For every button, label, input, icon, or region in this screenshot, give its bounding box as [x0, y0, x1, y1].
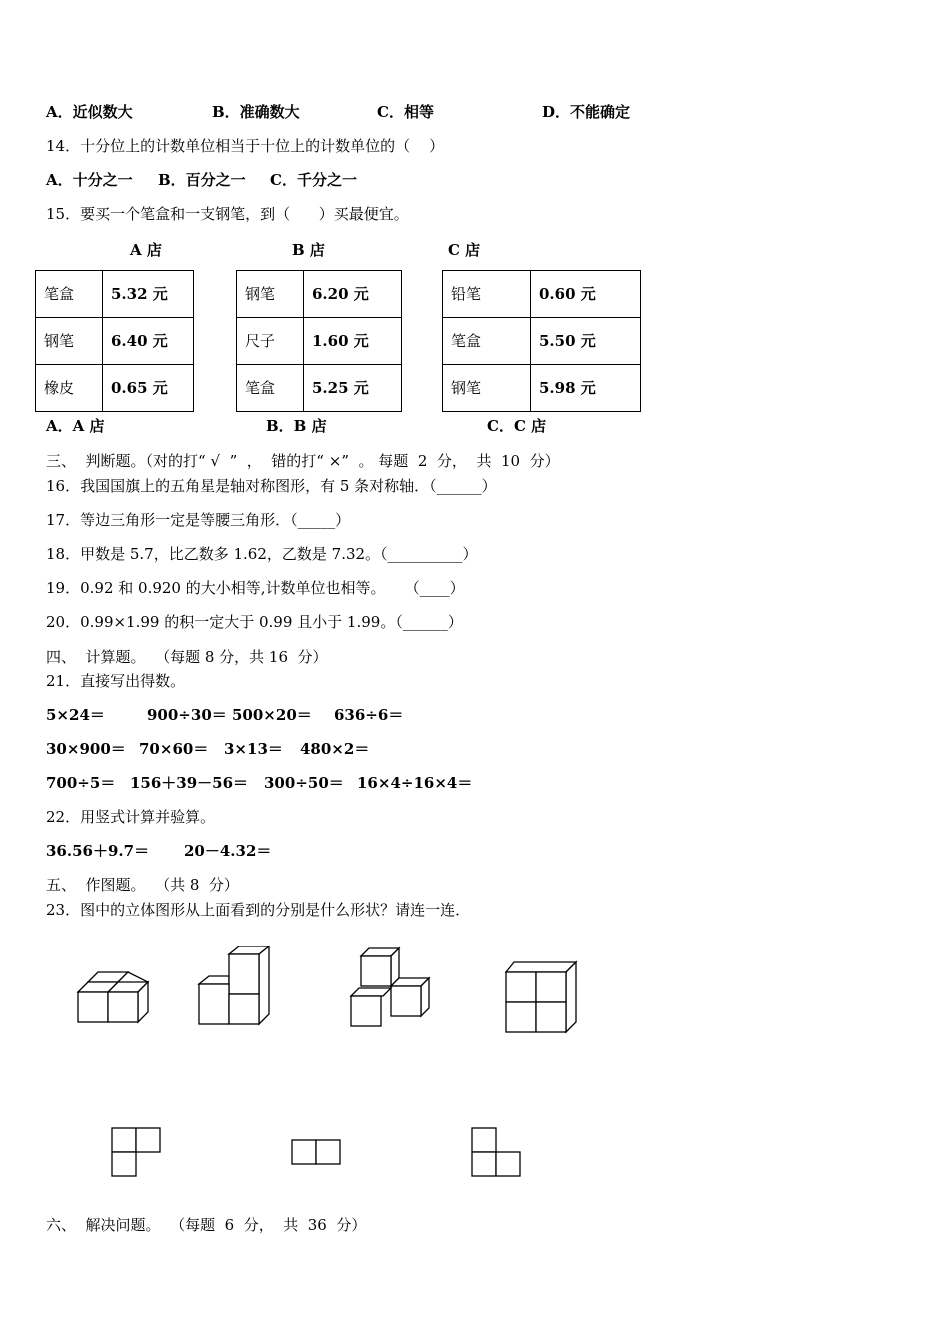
- shop-c-price: 5.98 元: [531, 365, 641, 412]
- shop-b-price: 5.25 元: [304, 365, 402, 412]
- shop-b-item: 尺子: [237, 318, 304, 365]
- q14-option-c[interactable]: C．千分之一: [270, 171, 357, 189]
- calc-item: 700÷5＝: [46, 774, 116, 792]
- q15-text: 15．要买一个笔盒和一支钢笔，到（ ）买最便宜。: [46, 205, 409, 223]
- calc-item: 156＋39－56＝: [130, 774, 249, 792]
- q13-option-a[interactable]: A．近似数大: [46, 103, 133, 121]
- shop-a-price: 5.32 元: [103, 271, 194, 318]
- q15-option-b[interactable]: B．B 店: [266, 417, 327, 435]
- q17-text: 17．等边三角形一定是等腰三角形．（_____）: [46, 511, 351, 529]
- shop-a-item: 笔盒: [36, 271, 103, 318]
- q15-option-a[interactable]: A．A 店: [46, 417, 105, 435]
- shop-c-title: C 店: [448, 241, 481, 259]
- q23-text: 23．图中的立体图形从上面看到的分别是什么形状？请连一连．: [46, 901, 471, 919]
- shop-c-item: 铅笔: [443, 271, 531, 318]
- calc-item: 70×60＝: [139, 740, 209, 758]
- q15-option-c[interactable]: C．C 店: [487, 417, 547, 435]
- solid-figure-2[interactable]: [192, 946, 282, 1030]
- calc-item: 30×900＝: [46, 740, 126, 758]
- shop-c-item: 钢笔: [443, 365, 531, 412]
- shop-a-price: 6.40 元: [103, 318, 194, 365]
- q21-text: 21．直接写出得数。: [46, 672, 186, 690]
- top-view-2[interactable]: [290, 1138, 346, 1168]
- section6-heading: 六、 解决问题。 （每题 6 分， 共 36 分）: [46, 1216, 367, 1234]
- shop-b-title: B 店: [292, 241, 325, 259]
- calc-item: 20－4.32＝: [184, 842, 272, 860]
- shop-c-item: 笔盒: [443, 318, 531, 365]
- calc-item: 16×4÷16×4＝: [357, 774, 473, 792]
- shop-b-table: [236, 270, 402, 412]
- shop-b-item: 笔盒: [237, 365, 304, 412]
- shop-a-title: A 店: [130, 241, 162, 259]
- shop-b-item: 钢笔: [237, 271, 304, 318]
- solid-figure-3[interactable]: [346, 944, 436, 1030]
- shop-c-table: [442, 270, 641, 412]
- top-view-1[interactable]: [110, 1126, 164, 1180]
- calc-item: 300÷50＝: [264, 774, 344, 792]
- shop-a-price: 0.65 元: [103, 365, 194, 412]
- section4-heading: 四、 计算题。 （每题 8 分，共 16 分）: [46, 648, 328, 666]
- calc-item: 480×2＝: [300, 740, 370, 758]
- section3-heading: 三、 判断题。（对的打“ √ ” ， 错的打“ ×” 。 每题 2 分， 共 10 分）: [46, 452, 560, 470]
- q18-text: 18．甲数是 5.7，比乙数多 1.62，乙数是 7.32。（__________）: [46, 545, 478, 563]
- q14-option-b[interactable]: B．百分之一: [158, 171, 246, 189]
- calc-item: 3×13＝: [224, 740, 283, 758]
- solid-figure-4[interactable]: [500, 958, 590, 1038]
- calc-item: 36.56＋9.7＝: [46, 842, 150, 860]
- solid-figure-1[interactable]: [70, 962, 160, 1028]
- calc-item: 500×20＝: [232, 706, 312, 724]
- q20-text: 20．0.99×1.99 的积一定大于 0.99 且小于 1.99。（______）: [46, 613, 463, 631]
- q14-text: 14．十分位上的计数单位相当于十位上的计数单位的（ ）: [46, 137, 445, 155]
- q19-text: 19．0.92 和 0.920 的大小相等,计数单位也相等。 （____）: [46, 579, 465, 597]
- shop-a-item: 钢笔: [36, 318, 103, 365]
- calc-item: 636÷6＝: [334, 706, 404, 724]
- shop-a-table: [35, 270, 194, 412]
- q13-option-b[interactable]: B．准确数大: [212, 103, 300, 121]
- q13-option-d[interactable]: D．不能确定: [542, 103, 631, 121]
- shop-b-price: 6.20 元: [304, 271, 402, 318]
- calc-item: 5×24＝: [46, 706, 105, 724]
- q16-text: 16．我国国旗上的五角星是轴对称图形，有 5 条对称轴．（______）: [46, 477, 497, 495]
- shop-a-item: 橡皮: [36, 365, 103, 412]
- q13-option-c[interactable]: C．相等: [377, 103, 434, 121]
- shop-b-price: 1.60 元: [304, 318, 402, 365]
- calc-item: 900÷30＝: [147, 706, 227, 724]
- q22-text: 22．用竖式计算并验算。: [46, 808, 216, 826]
- section5-heading: 五、 作图题。 （共 8 分）: [46, 876, 239, 894]
- shop-c-price: 5.50 元: [531, 318, 641, 365]
- shop-c-price: 0.60 元: [531, 271, 641, 318]
- q14-option-a[interactable]: A．十分之一: [46, 171, 133, 189]
- top-view-3[interactable]: [470, 1126, 524, 1180]
